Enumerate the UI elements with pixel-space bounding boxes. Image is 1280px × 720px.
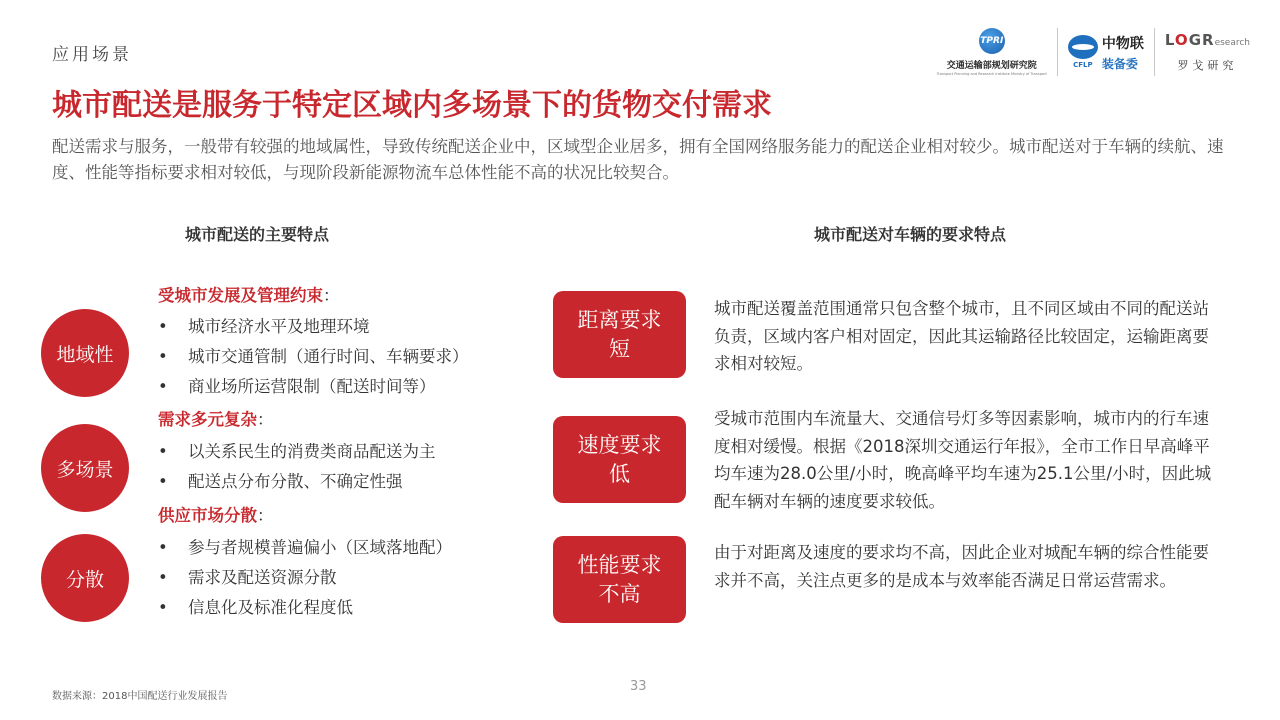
- feature-bullet: • 需求及配送资源分散: [158, 568, 337, 587]
- requirement-box-performance: 性能要求 不高: [553, 536, 686, 623]
- logo-bar: [937, 26, 1250, 78]
- cflp-name-line2: 装备委: [1101, 56, 1138, 71]
- requirement-text-speed: 受城市范围内车流量大、交通信号灯多等因素影响，城市内的行车速度相对缓慢。根据《2018深圳交通运行年报》，全市工作日早高峰平均车速为28.0公里/小时，晚高峰平均车速为25.1公里/小时，因此城配车辆对车辆的速度要求较低。: [714, 409, 1212, 511]
- page-title: 城市配送是服务于特定区域内多场景下的货物交付需求: [52, 88, 772, 123]
- feature-circle-dispersed: 分散: [41, 534, 129, 622]
- left-column-heading: 城市配送的主要特点: [185, 225, 330, 244]
- logo-divider: [1154, 28, 1155, 76]
- cflp-abbr: CFLP: [1073, 61, 1093, 69]
- feature-bullet: • 信息化及标准化程度低: [158, 598, 353, 617]
- logo-divider: [1057, 28, 1058, 76]
- feature-circle-regional: 地域性: [41, 309, 129, 397]
- cflp-logo: [1068, 33, 1144, 72]
- data-source: 数据来源：2018中国配送行业发展报告: [52, 691, 228, 702]
- cflp-name-line1: 中物联: [1101, 35, 1144, 52]
- feature-bullet: • 参与者规模普遍偏小（区域落地配）: [158, 538, 452, 557]
- mot-name-cn: 交通运输部规划研究院: [946, 61, 1037, 71]
- logr-name-cn: 罗戈研究: [1177, 59, 1238, 72]
- feature-bullet: • 配送点分布分散、不确定性强: [158, 472, 403, 491]
- requirement-text-distance: 城市配送覆盖范围通常只包含整个城市，且不同区域由不同的配送站负责，区域内客户相对固定，因此其运输路径比较固定，运输距离要求相对较短。: [714, 299, 1209, 373]
- mot-name-en: Transport Planning and Research Institute Ministry of Transport: [936, 72, 1047, 76]
- page-number: 33: [630, 679, 647, 694]
- feature-bullet: • 城市经济水平及地理环境: [158, 317, 370, 336]
- mot-globe-icon: TPRI: [979, 28, 1005, 54]
- requirement-box-speed: 速度要求 低: [553, 416, 686, 503]
- feature-bullet: • 城市交通管制（通行时间、车辆要求）: [158, 347, 469, 366]
- feature-bullet: • 以关系民生的消费类商品配送为主: [158, 442, 436, 461]
- feature-circle-multi-scene: 多场景: [41, 424, 129, 512]
- feature-heading: 供应市场分散：: [158, 506, 274, 525]
- mot-logo: [937, 28, 1047, 76]
- feature-heading: 受城市发展及管理约束：: [158, 286, 340, 305]
- logr-wordmark: LOGR esearch: [1164, 31, 1250, 49]
- requirement-box-distance: 距离要求 短: [553, 291, 686, 378]
- section-label: 应用场景: [52, 45, 132, 65]
- logr-logo: [1165, 31, 1250, 73]
- requirement-text-performance: 由于对距离及速度的要求均不高，因此企业对城配车辆的综合性能要求并不高，关注点更多的是成本与效率能否满足日常运营需求。: [714, 543, 1209, 590]
- feature-bullet: • 商业场所运营限制（配送时间等）: [158, 377, 436, 396]
- intro-paragraph: 配送需求与服务，一般带有较强的地域属性，导致传统配送企业中，区域型企业居多，拥有全国网络服务能力的配送企业相对较少。城市配送对于车辆的续航、速度、性能等指标要求相对较低，与现阶段新能源物流车总体性能不高的状况比较契合。: [52, 137, 1224, 182]
- right-column-heading: 城市配送对车辆的要求特点: [814, 225, 1007, 244]
- feature-heading: 需求多元复杂：: [158, 410, 274, 429]
- cflp-globe-icon: [1068, 35, 1098, 59]
